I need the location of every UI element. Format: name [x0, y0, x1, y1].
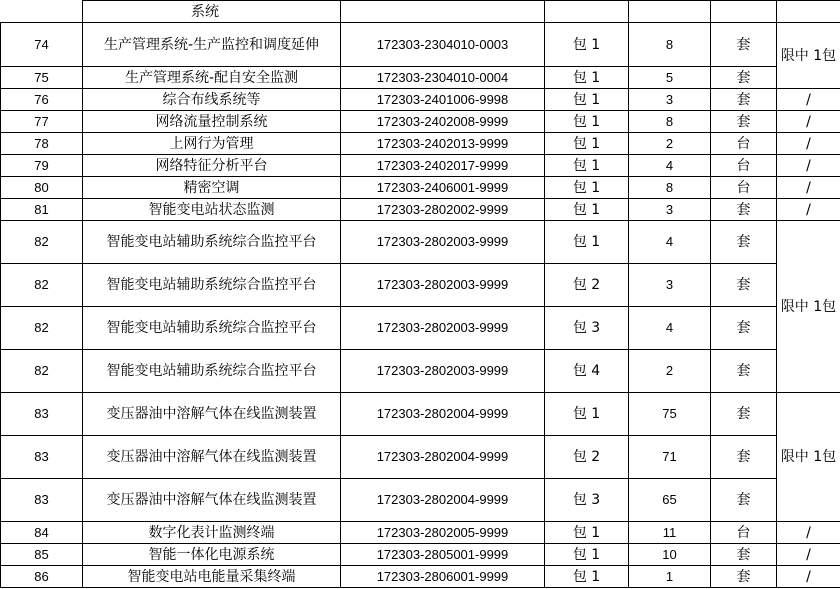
- package: 包 2: [545, 436, 629, 479]
- package: 包 3: [545, 479, 629, 522]
- unit: 台: [711, 522, 777, 544]
- package: 包 1: [545, 89, 629, 111]
- unit: 台: [711, 155, 777, 177]
- item-name: 网络流量控制系统: [83, 111, 341, 133]
- unit: 套: [711, 544, 777, 566]
- package: 包 1: [545, 23, 629, 67]
- row-number: 74: [1, 23, 83, 67]
- item-name: 生产管理系统-生产监控和调度延伸: [83, 23, 341, 67]
- item-code: 172303-2802002-9999: [341, 199, 545, 221]
- quantity: 4: [629, 221, 711, 264]
- item-name: 精密空调: [83, 177, 341, 199]
- item-code: 172303-2806001-9999: [341, 566, 545, 588]
- package: 包 1: [545, 67, 629, 89]
- table-row: [1, 350, 840, 393]
- item-code: 172303-2402013-9999: [341, 133, 545, 155]
- package: 包 1: [545, 155, 629, 177]
- row-number: 86: [1, 566, 83, 588]
- table-row: [1, 264, 840, 307]
- quantity: 65: [629, 479, 711, 522]
- note: /: [777, 133, 840, 155]
- item-code: 172303-2802004-9999: [341, 393, 545, 436]
- item-name: 智能变电站辅助系统综合监控平台: [83, 221, 341, 264]
- item-code: 172303-2802004-9999: [341, 436, 545, 479]
- quantity: 11: [629, 522, 711, 544]
- package: 包 1: [545, 522, 629, 544]
- unit: 套: [711, 436, 777, 479]
- package: 包 1: [545, 566, 629, 588]
- package: 包 3: [545, 307, 629, 350]
- row-number: 82: [1, 221, 83, 264]
- table-row: [1, 221, 840, 264]
- table-row: [1, 111, 840, 133]
- package: 包 1: [545, 133, 629, 155]
- item-code: 172303-2802003-9999: [341, 264, 545, 307]
- table-row: [1, 544, 840, 566]
- item-code: 172303-2802003-9999: [341, 350, 545, 393]
- unit: 套: [711, 23, 777, 67]
- unit: 套: [711, 67, 777, 89]
- package: 包 2: [545, 264, 629, 307]
- row-number: 84: [1, 522, 83, 544]
- quantity: 1: [629, 566, 711, 588]
- table-row: [1, 522, 840, 544]
- table-row: [1, 67, 840, 89]
- note: /: [777, 155, 840, 177]
- unit: 台: [711, 133, 777, 155]
- item-name: 系统: [83, 1, 341, 23]
- row-number: 81: [1, 199, 83, 221]
- table-row: [1, 566, 840, 588]
- row-number: 82: [1, 350, 83, 393]
- table-row: [1, 1, 840, 23]
- item-name: 综合布线系统等: [83, 89, 341, 111]
- item-code: 172303-2802004-9999: [341, 479, 545, 522]
- quantity: 71: [629, 436, 711, 479]
- quantity: 8: [629, 111, 711, 133]
- table-row: [1, 199, 840, 221]
- item-code: 172303-2406001-9999: [341, 177, 545, 199]
- package: 包 1: [545, 544, 629, 566]
- table-row: [1, 479, 840, 522]
- group-note: 限中 1包: [777, 393, 840, 522]
- unit: 套: [711, 307, 777, 350]
- item-code: 172303-2402017-9999: [341, 155, 545, 177]
- table-row: [1, 436, 840, 479]
- note: /: [777, 544, 840, 566]
- item-code: 172303-2802003-9999: [341, 221, 545, 264]
- row-number: 83: [1, 436, 83, 479]
- row-number: 83: [1, 393, 83, 436]
- note: /: [777, 522, 840, 544]
- quantity: 75: [629, 393, 711, 436]
- row-number: 82: [1, 307, 83, 350]
- quantity: 8: [629, 23, 711, 67]
- unit: 套: [711, 479, 777, 522]
- item-name: 智能变电站辅助系统综合监控平台: [83, 307, 341, 350]
- unit: 台: [711, 177, 777, 199]
- package: 包 1: [545, 393, 629, 436]
- package: 包 1: [545, 199, 629, 221]
- row-number: 83: [1, 479, 83, 522]
- row-number: 76: [1, 89, 83, 111]
- quantity: 5: [629, 67, 711, 89]
- item-code: 172303-2802005-9999: [341, 522, 545, 544]
- quantity: 3: [629, 89, 711, 111]
- group-note: 限中 1包: [777, 221, 840, 393]
- item-name: 生产管理系统-配自安全监测: [83, 67, 341, 89]
- note: /: [777, 566, 840, 588]
- table-row: [1, 307, 840, 350]
- quantity: 2: [629, 350, 711, 393]
- item-code: 172303-2805001-9999: [341, 544, 545, 566]
- quantity: 2: [629, 133, 711, 155]
- item-code: 172303-2401006-9998: [341, 89, 545, 111]
- item-code: 172303-2304010-0004: [341, 67, 545, 89]
- row-number: 75: [1, 67, 83, 89]
- unit: 套: [711, 566, 777, 588]
- row-number: 77: [1, 111, 83, 133]
- note: /: [777, 111, 840, 133]
- package: 包 1: [545, 221, 629, 264]
- item-name: 智能变电站状态监测: [83, 199, 341, 221]
- item-name: 变压器油中溶解气体在线监测装置: [83, 479, 341, 522]
- note: /: [777, 177, 840, 199]
- item-code: 172303-2304010-0003: [341, 23, 545, 67]
- table-row: [1, 89, 840, 111]
- quantity: 8: [629, 177, 711, 199]
- item-name: 智能变电站辅助系统综合监控平台: [83, 350, 341, 393]
- row-number: 82: [1, 264, 83, 307]
- table-row: [1, 155, 840, 177]
- unit: 套: [711, 350, 777, 393]
- quantity: 4: [629, 155, 711, 177]
- unit: 套: [711, 89, 777, 111]
- item-name: 智能一体化电源系统: [83, 544, 341, 566]
- row-number: 78: [1, 133, 83, 155]
- unit: 套: [711, 111, 777, 133]
- item-name: 智能变电站辅助系统综合监控平台: [83, 264, 341, 307]
- table-row: [1, 133, 840, 155]
- package: 包 1: [545, 111, 629, 133]
- row-number: 79: [1, 155, 83, 177]
- item-name: 变压器油中溶解气体在线监测装置: [83, 393, 341, 436]
- item-code: 172303-2402008-9999: [341, 111, 545, 133]
- item-name: 变压器油中溶解气体在线监测装置: [83, 436, 341, 479]
- quantity: 3: [629, 264, 711, 307]
- unit: 套: [711, 199, 777, 221]
- quantity: 3: [629, 199, 711, 221]
- item-code: 172303-2802003-9999: [341, 307, 545, 350]
- quantity: 10: [629, 544, 711, 566]
- note: /: [777, 199, 840, 221]
- quantity: 4: [629, 307, 711, 350]
- table-row: [1, 23, 840, 67]
- group-note: 限中 1包: [777, 23, 840, 89]
- table-row: [1, 177, 840, 199]
- item-name: 数字化表计监测终端: [83, 522, 341, 544]
- package: 包 1: [545, 177, 629, 199]
- unit: 套: [711, 221, 777, 264]
- item-name: 智能变电站电能量采集终端: [83, 566, 341, 588]
- table-row: [1, 393, 840, 436]
- item-name: 上网行为管理: [83, 133, 341, 155]
- package: 包 4: [545, 350, 629, 393]
- row-number: 85: [1, 544, 83, 566]
- row-number: 80: [1, 177, 83, 199]
- unit: 套: [711, 393, 777, 436]
- item-name: 网络特征分析平台: [83, 155, 341, 177]
- note: /: [777, 89, 840, 111]
- unit: 套: [711, 264, 777, 307]
